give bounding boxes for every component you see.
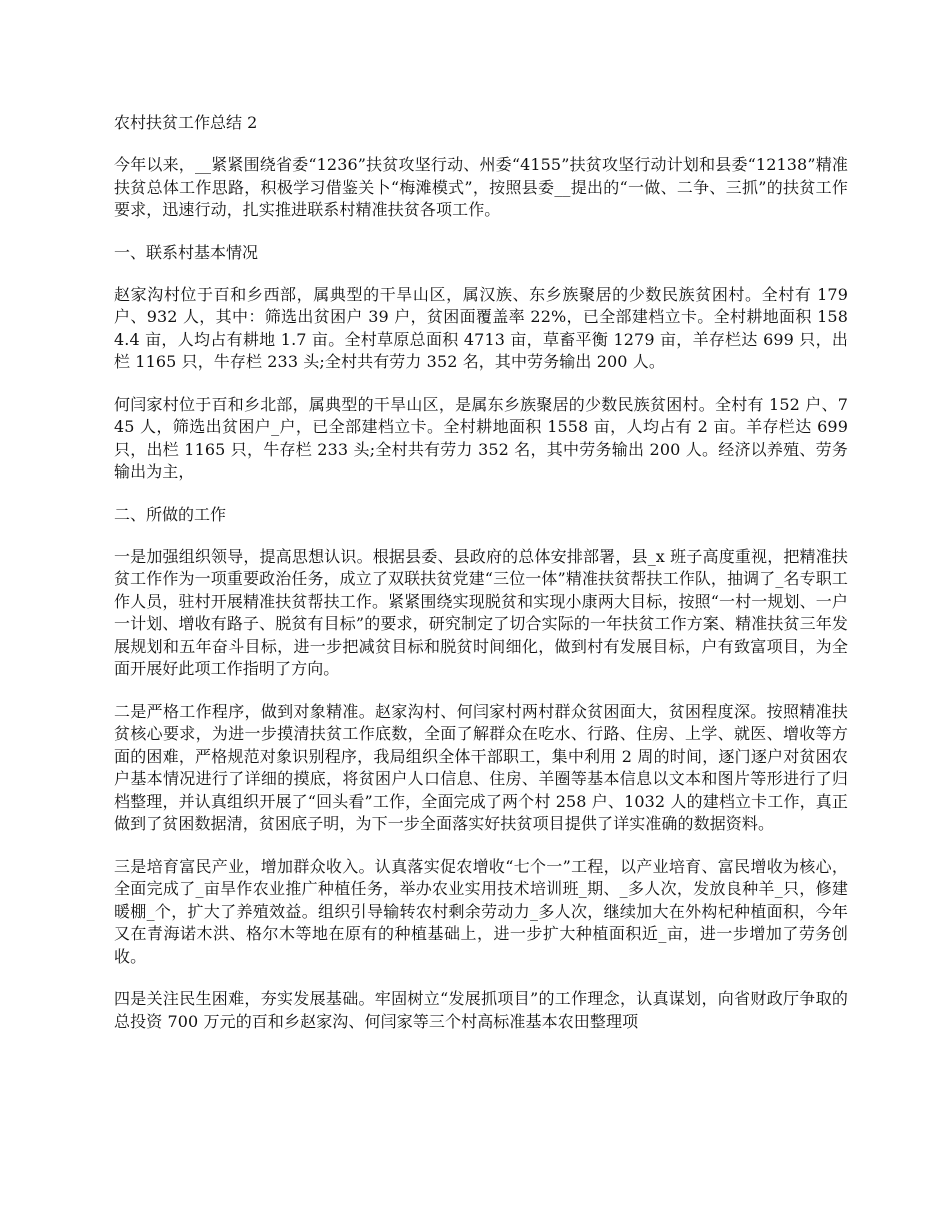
intro-paragraph: 今年以来，__紧紧围绕省委“1236”扶贫攻坚行动、州委“4155”扶贫攻坚行动计划和县委“12138”精准扶贫总体工作思路，积极学习借鉴关卜“梅滩模式”，按照县委__提出的“一做、二争、三抓”的扶贫工作要求，迅速行动，扎实推进联系村精准扶贫各项工作。 xyxy=(114,155,848,219)
section-heading-basic-info: 一、联系村基本情况 xyxy=(114,242,259,262)
section-heading-work-done: 二、所做的工作 xyxy=(114,504,227,524)
paragraph-heyanjia-village: 何闫家村位于百和乡北部，属典型的干旱山区，是属东乡族聚居的少数民族贫困村。全村有 152 户、745 人，筛选出贫困户_户，已全部建档立卡。全村耕地面积 1558 亩，人均占有 2 亩。羊存栏达 699 只，出栏 1165 只，牛存栏 233 头;全村共有劳力 352 名，其中劳务输出 200 人。经济以养殖、劳务输出为主， xyxy=(114,394,848,481)
document-page xyxy=(114,112,848,1053)
paragraph-work-item-4: 四是关注民生困难，夯实发展基础。牢固树立“发展抓项目”的工作理念，认真谋划，向省财政厅争取的总投资 700 万元的百和乡赵家沟、何闫家等三个村高标准基本农田整理项 xyxy=(114,989,848,1031)
paragraph-work-item-2: 二是严格工作程序，做到对象精准。赵家沟村、何闫家村两村群众贫困面大，贫困程度深。按照精准扶贫核心要求，为进一步摸清扶贫工作底数，全面了解群众在吃水、行路、住房、上学、就医、增收等方面的困难，严格规范对象识别程序，我局组织全体干部职工，集中利用 2 周的时间，逐门逐户对贫困农户基本情况进行了详细的摸底，将贫困户人口信息、住房、羊圈等基本信息以文本和图片等形进行了归档整理，并认真组织开展了“回头看”工作，全面完成了两个村 258 户、1032 人的建档立卡工作，真正做到了贫困数据清，贫困底子明，为下一步全面落实好扶贫项目提供了详实准确的数据资料。 xyxy=(114,701,848,833)
paragraph-zhaojiagou-village: 赵家沟村位于百和乡西部，属典型的干旱山区，属汉族、东乡族聚居的少数民族贫困村。全村有 179 户、932 人，其中：筛选出贫困户 39 户，贫困面覆盖率 22%，已全部建档立卡。全村耕地面积 1584.4 亩，人均占有耕地 1.7 亩。全村草原总面积 4713 亩，草畜平衡 1279 亩，羊存栏达 699 只，出栏 1165 只，牛存栏 233 头;全村共有劳力 352 名，其中劳务输出 200 人。 xyxy=(114,284,848,371)
paragraph-work-item-3: 三是培育富民产业，增加群众收入。认真落实促农增收“七个一”工程，以产业培育、富民增收为核心，全面完成了_亩旱作农业推广种植任务，举办农业实用技术培训班_期、_多人次，发放良种羊_只，修建暖棚_个，扩大了养殖效益。组织引导输转农村剩余劳动力_多人次，继续加大在外构杞种植面积，今年又在青海诺木洪、格尔木等地在原有的种植基础上，进一步扩大种植面积近_亩，进一步增加了劳务创收。 xyxy=(114,856,848,966)
paragraph-work-item-1: 一是加强组织领导，提高思想认识。根据县委、县政府的总体安排部署，县_x 班子高度重视，把精准扶贫工作作为一项重要政治任务，成立了双联扶贫党建“三位一体”精准扶贫帮扶工作队，抽调了_名专职工作人员，驻村开展精准扶贫帮扶工作。紧紧围绕实现脱贫和实现小康两大目标，按照“一村一规划、一户一计划、增收有路子、脱贫有目标”的要求，研究制定了切合实际的一年扶贫工作方案、精准扶贫三年发展规划和五年奋斗目标，进一步把减贫目标和脱贫时间细化，做到村有发展目标，户有致富项目，为全面开展好此项工作指明了方向。 xyxy=(114,546,848,678)
document-title: 农村扶贫工作总结 2 xyxy=(114,113,258,132)
